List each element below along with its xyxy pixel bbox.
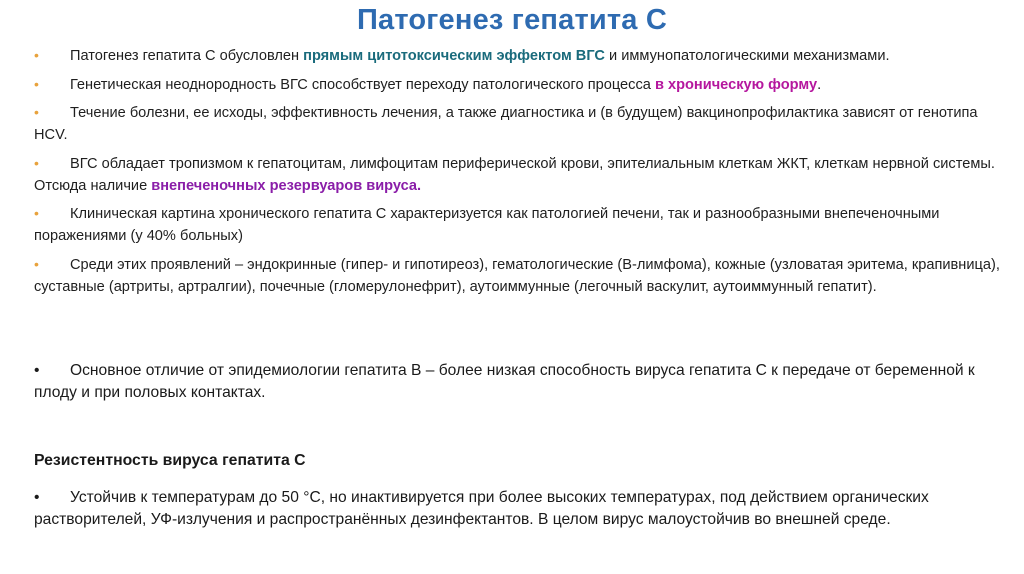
highlighted-text: внепеченочных резервуаров вируса. (151, 177, 422, 194)
bullet-text: Патогенез гепатита С обусловлен (70, 48, 304, 64)
bullet-icon: • (34, 75, 39, 92)
bullet-text: Генетическая неоднородность ВГС способствует переходу патологического процесса (70, 76, 655, 93)
bullet-icon: • (34, 489, 40, 506)
bullet-text: ВГС обладает тропизмом к гепатоцитам, лимфоцитам периферической крови, эпителиальным клеткам ЖКТ, клеткам нервной системы. Отсюда наличие (34, 155, 995, 194)
bullet-text: Клиническая картина хронического гепатита С характеризуется как патологией печени, так и разнообразными внепеченочными поражениями (у 40% больных) (34, 206, 940, 244)
highlighted-text: прямым цитотоксическим эффектом ВГС (303, 48, 605, 64)
bullet-icon: • (34, 154, 39, 171)
bullet-text-tail: . (817, 76, 822, 93)
bullet-item-clinical (34, 202, 1009, 247)
epidemiology-paragraph (34, 360, 1014, 404)
resistance-paragraph (34, 487, 1014, 531)
resistance-text: Устойчив к температурам до 50 °С, но инактивируется при более высоких температурах, под действием органических растворителей, УФ-излучения и распространённых дезинфектантов. В целом вирус малоустойчив во внешней среде. (34, 489, 929, 528)
slide-title: Патогенез гепатита С (356, 4, 668, 36)
bullet-list (34, 44, 1009, 303)
bullet-text-tail: и иммунопатологическими механизмами. (604, 48, 890, 64)
epidemiology-text: Основное отличие от эпидемиологии гепатита В – более низкая способность вируса гепатита С к передаче от беременной к плоду и при половых контактах. (34, 362, 975, 401)
bullet-icon: • (34, 104, 39, 120)
bullet-icon: • (34, 205, 39, 221)
resistance-heading: Резистентность вируса гепатита С (34, 452, 306, 469)
bullet-text: Течение болезни, ее исходы, эффективность лечения, а также диагностика и (в будущем) вакцинопрофилактика зависят от генотипа HCV. (34, 105, 978, 143)
bullet-icon: • (34, 47, 39, 63)
highlighted-text: в хроническую форму (654, 76, 818, 93)
bullet-item-genetic (34, 73, 1009, 96)
bullet-icon: • (34, 362, 40, 379)
bullet-text: Среди этих проявлений – эндокринные (гипер- и гипотиреоз), гематологические (В-лимфома), кожные (узловатая эритема, крапивница), суставные (артриты, артралгии), почечные (гломерулонефрит), аутоиммунные (легочный васкулит, аутоиммунный гепатит). (34, 256, 1000, 295)
bullet-icon: • (34, 255, 39, 272)
bullet-item-pathogenesis (34, 44, 1009, 67)
bullet-item-tropism (34, 152, 1009, 197)
bullet-item-course (34, 101, 1009, 146)
bullet-item-manifestations (34, 253, 1009, 298)
